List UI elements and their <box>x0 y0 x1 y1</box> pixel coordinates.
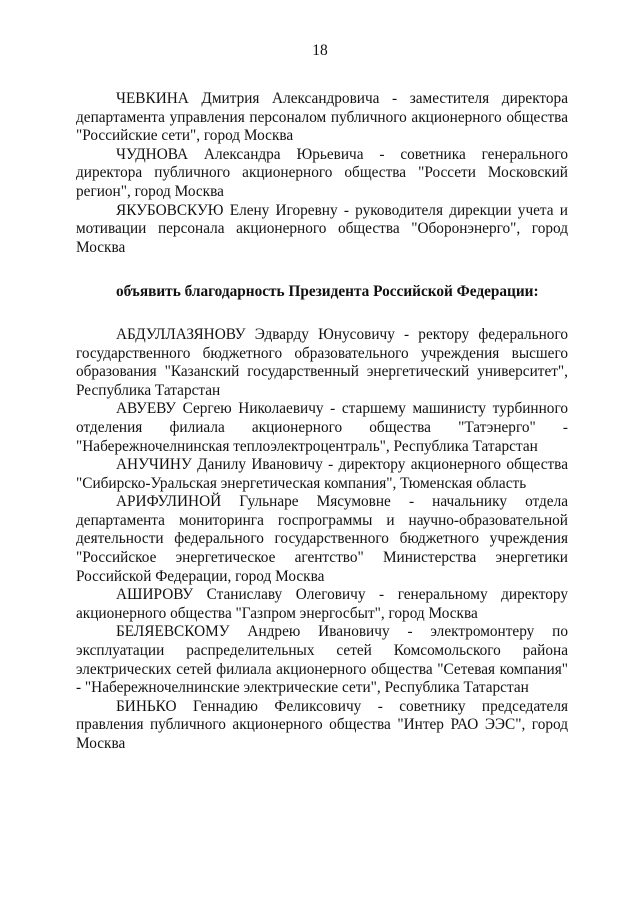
list-item: ЧЕВКИНА Дмитрия Александровича - заместителя директора департамента управления персоналом публичного акционерного общества "Российские сети", город Москва <box>76 90 568 145</box>
list-item: АНУЧИНУ Данилу Ивановичу - директору акционерного общества "Сибирско-Уральская энергетическая компания", Тюменская область <box>76 456 568 492</box>
page-number: 18 <box>312 42 328 59</box>
list-item: БИНЬКО Геннадию Феликсовичу - советнику председателя правления публичного акционерного общества "Интер РАО ЭЭС", город Москва <box>76 697 568 752</box>
list-item: АРИФУЛИНОЙ Гульнаре Мясумовне - начальнику отдела департамента мониторинга госпрограммы и научно-образовательной деятельности федерального государственного бюджетного учреждения "Российское энергетическое агентство" Министерства энергетики Российской Федерации, город Москва <box>76 493 568 585</box>
list-item: ЯКУБОВСКУЮ Елену Игоревну - руководителя дирекции учета и мотивации персонала акционерного общества "Оборонэнерго", город Москва <box>76 201 568 256</box>
list-item: АШИРОВУ Станиславу Олеговичу - генеральному директору акционерного общества "Газпром энергосбыт", город Москва <box>76 586 568 622</box>
list-item: АВУЕВУ Сергею Николаевичу - старшему машинисту турбинного отделения филиала акционерного общества "Татэнерго" - "Набережночелнинская теплоэлектроцентраль", Республика Татарстан <box>76 400 568 455</box>
list-item: АБДУЛЛАЗЯНОВУ Эдварду Юнусовичу - ректору федерального государственного бюджетного образовательного учреждения высшего образования "Казанский государственный энергетический университет", Республика Татарстан <box>76 325 568 399</box>
list-item: ЧУДНОВА Александра Юрьевича - советника генерального директора публичного акционерного общества "Россети Московский регион", город Москва <box>76 145 568 200</box>
document-body <box>76 90 568 754</box>
list-item: БЕЛЯЕВСКОМУ Андрею Ивановичу - электромонтеру по эксплуатации распределительных сетей Комсомольского района электрических сетей филиала акционерного общества "Сетевая компания" - "Набережночелнинские электрические сети", Республика Татарстан <box>76 623 568 697</box>
section-heading: объявить благодарность Президента Российской Федерации: <box>116 283 539 301</box>
